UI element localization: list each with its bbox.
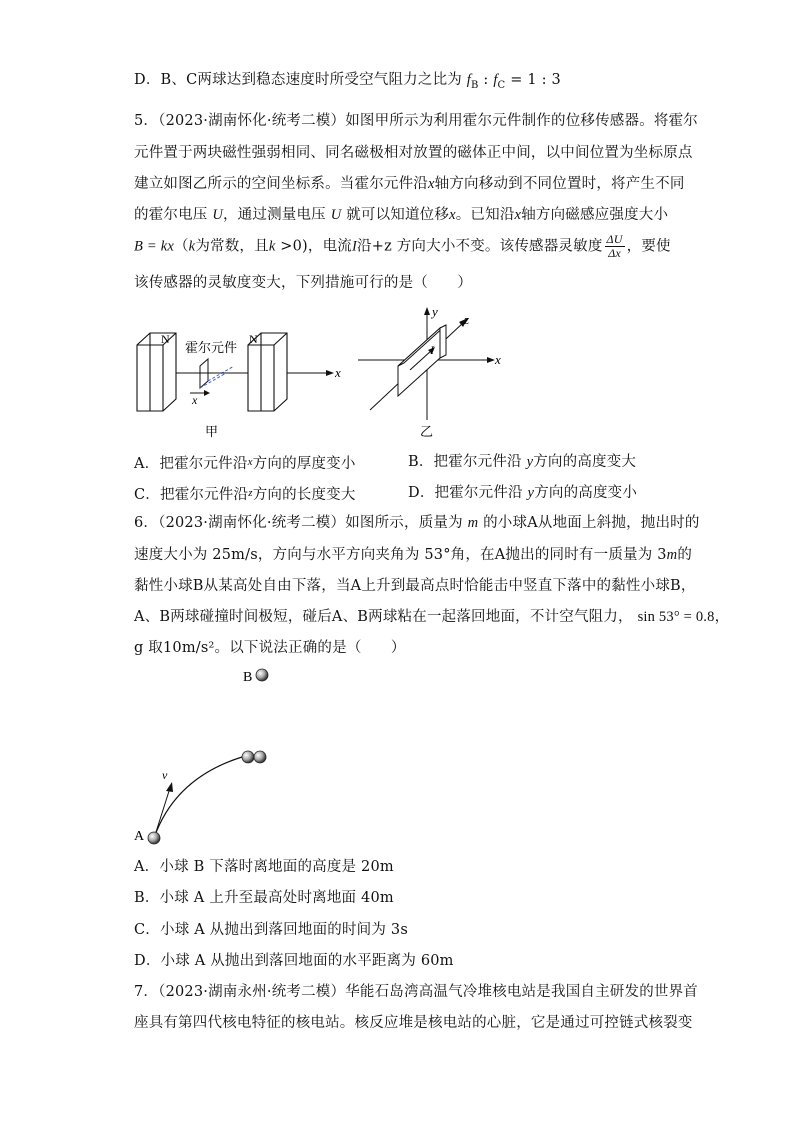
ball-b (256, 669, 268, 681)
q7-line-2: 座具有第四代核电特征的核电站。核反应堆是核电站的心脏，它是通过可控链式核裂变 (134, 1015, 693, 1031)
q6-line-2: 速度大小为 25m/s，方向与水平方向夹角为 53°角，在A抛出的同时有一质量为 3m的 (134, 547, 693, 563)
magnet-n-label-left: N (161, 332, 170, 346)
magnet-n-label-right: N (249, 332, 258, 346)
q5-figure-yi (350, 300, 510, 445)
q4-option-d: D．B、C两球达到稳态速度时所受空气阻力之比为 $f_B$ : $f_C = 1$ : 3 (134, 72, 561, 91)
x-axis-label: x (335, 365, 341, 380)
q6-option-d: D．小球 A 从抛出到落回地面的水平距离为 60m (134, 953, 454, 969)
q5-line-3: 建立如图乙所示的空间坐标系。当霍尔元件沿x轴方向移动到不同位置时，将产生不同 (134, 176, 685, 192)
x-axis-label-2: x (495, 352, 501, 367)
q5-option-c: C．把霍尔元件沿$^z$方向的长度变大 (134, 487, 356, 503)
q6-line-3: 黏性小球B从某高处自由下落，当A上升到最高点时恰能击中竖直下落中的黏性小球B， (134, 578, 696, 594)
q6-line-5: g 取10m/s²。以下说法正确的是（ ） (134, 640, 406, 656)
f-c: f (493, 72, 498, 88)
q5-option-d: D．把霍尔元件沿 y方向的高度变小 (408, 485, 638, 501)
ball-a (148, 832, 160, 844)
q5-line-6: 该传感器的灵敏度变大，下列措施可行的是（ ） (134, 275, 473, 291)
velocity-arrowhead (166, 782, 173, 792)
hall-element-label: 霍尔元件 (185, 340, 238, 355)
q5-option-b: B．把霍尔元件沿 y方向的高度变大 (408, 454, 637, 470)
q5-option-a: A．把霍尔元件沿$^x$方向的厚度变小 (134, 456, 356, 472)
q5-figure-jia (130, 300, 360, 445)
x-axis-arrow (487, 357, 495, 363)
y-axis-label: y (432, 304, 438, 319)
q5-line-4: 的霍尔电压 U，通过测量电压 U 就可以知道位移x。已知沿x轴方向磁感应强度大小 (134, 207, 669, 223)
collision-ball-1 (242, 751, 254, 763)
ball-b-label: B (243, 670, 253, 685)
z-axis-label: z (464, 312, 470, 327)
y-axis-arrow (424, 307, 430, 315)
displacement-arrowhead (204, 390, 210, 396)
q5-line-1: 5．（2023·湖南怀化·统考二模）如图甲所示为利用霍尔元件制作的位移传感器。将霍尔 (134, 113, 698, 129)
ball-a-label: A (134, 829, 145, 844)
sensitivity-fraction: $\frac{\Delta U}{\Delta x}$ (606, 232, 623, 260)
hall-plate-side (440, 325, 446, 358)
q6-option-b: B．小球 A 上升至最高处时离地面 40m (134, 890, 394, 906)
figure-yi-caption: 乙 (420, 424, 434, 439)
q6-figure (130, 660, 290, 850)
figure-jia-caption: 甲 (205, 424, 219, 439)
current-label: I (430, 343, 434, 357)
q5-line-2: 元件置于两块磁性强弱相同、同名磁极相对放置的磁体正中间，以中间位置为坐标原点 (134, 145, 693, 161)
q6-line-1: 6．（2023·湖南怀化·统考二模）如图所示，质量为 m 的小球A从地面上斜抛，抛出时的 (134, 515, 700, 531)
displacement-label: x (192, 393, 198, 407)
q7-line-1: 7．（2023·湖南永州·统考二模）华能石岛湾高温气冷堆核电站是我国自主研发的世界首 (134, 984, 698, 1000)
q6-option-a: A．小球 B 下落时离地面的高度是 20m (134, 859, 394, 875)
q5-line-5: B = kx（k为常数，且k >0)，电流I沿+z 方向大小不变。该传感器灵敏度 $\frac{\Delta U}{\Delta x}$ ，要使 (134, 232, 671, 260)
q6-line-4: A、B两球碰撞时间极短，碰后A、B两球粘在一起落回地面，不计空气阻力， sin 53° = 0.8， (134, 609, 730, 625)
x-axis-arrow (326, 370, 334, 376)
collision-ball-2 (254, 751, 266, 763)
velocity-label: v (162, 768, 168, 782)
q6-option-c: C．小球 A 从抛出到落回地面的时间为 3s (134, 922, 408, 938)
